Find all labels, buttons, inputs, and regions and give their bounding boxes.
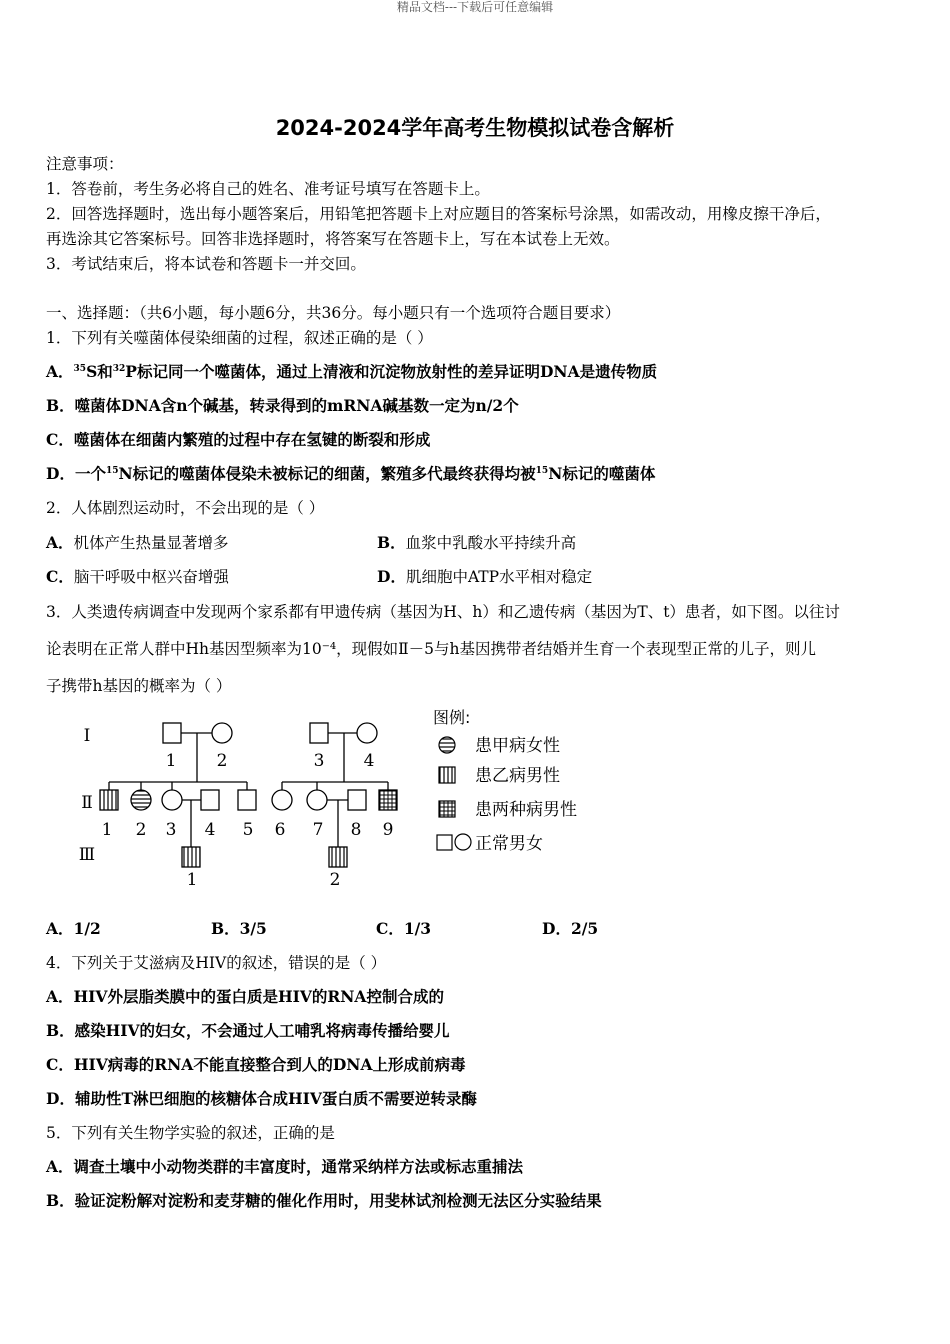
q4-stem: 4．下列关于艾滋病及HIV的叙述，错误的是（ ） (46, 954, 387, 972)
option-label: B． (377, 533, 406, 552)
q3-option-b (211, 917, 267, 939)
notice-item-1: 1．答卷前，考生务必将自己的姓名、准考证号填写在答题卡上。 (46, 180, 490, 198)
gen2-female-7 (307, 790, 327, 810)
legend-item: 正常男女 (475, 834, 543, 854)
notice-heading: 注意事项： (46, 155, 124, 173)
legend-symbol-normal-female (455, 834, 471, 850)
q2-option-b (377, 531, 576, 553)
legend-item: 患甲病女性 (475, 736, 560, 756)
q1-d-sup2: 15 (535, 466, 549, 476)
legend-symbol-b (439, 767, 455, 783)
gen2-num: 6 (274, 820, 286, 840)
q1-d-mid: N标记的噬菌体侵染未被标记的细菌，繁殖多代最终获得均被 (118, 464, 536, 483)
q1-d-end: N标记的噬菌体 (548, 464, 656, 483)
q4-option-c: C．HIV病毒的RNA不能直接整合到人的DNA上形成前病毒 (46, 1055, 466, 1074)
option-text: 1/2 (73, 919, 101, 938)
q2-option-a (46, 531, 229, 553)
q3-stem-line2: 论表明在正常人群中Hh基因型频率为10⁻⁴，现假如Ⅱ－5与h基因携带者结婚并生育一个表现型正常的儿子，则儿 (46, 640, 817, 658)
pedigree-legend (433, 708, 577, 854)
page-title: 2024-2024学年高考生物模拟试卷含解析 (275, 116, 675, 140)
notice-item-3: 3．考试结束后，将本试卷和答题卡一并交回。 (46, 255, 366, 273)
q3-stem-line1: 3．人类遗传病调查中发现两个家系都有甲遗传病（基因为H、h）和乙遗传病（基因为T、t）患者，如下图。以往讨 (46, 603, 840, 621)
q1-option-b: B．噬菌体DNA含n个碱基，转录得到的mRNA碱基数一定为n/2个 (46, 396, 519, 415)
q2-option-c (46, 565, 229, 587)
option-text: 肌细胞中ATP水平相对稳定 (405, 568, 593, 586)
q1-d-sup1: 15 (105, 466, 119, 476)
option-label: D． (542, 919, 571, 938)
option-text: 2/5 (570, 919, 599, 938)
gen2-num: 9 (382, 820, 394, 840)
gen1-male-1 (163, 723, 181, 743)
option-text: 血浆中乳酸水平持续升高 (405, 534, 577, 552)
gen-label-3: Ⅲ (78, 845, 96, 865)
legend-item: 患乙病男性 (475, 766, 560, 786)
option-text: 3/5 (239, 919, 267, 938)
q1-a-text: P标记同一个噬菌体，通过上清液和沉淀物放射性的差异证明DNA是遗传物质 (125, 362, 658, 381)
gen2-num: 7 (312, 820, 324, 840)
option-text: 机体产生热量显著增多 (73, 534, 229, 552)
q1-d-pre: D．一个 (46, 464, 106, 483)
q2-stem: 2．人体剧烈运动时，不会出现的是（ ） (46, 499, 325, 517)
q1-option-d (46, 462, 916, 484)
header-note: 精品文档---下载后可任意编辑 (396, 0, 554, 14)
gen2-num: 2 (135, 820, 147, 840)
legend-symbol-both (439, 801, 455, 817)
gen2-female-6 (272, 790, 292, 810)
gen1-num: 1 (165, 751, 177, 771)
section-heading: 一、选择题：（共6小题，每小题6分，共36分。每小题只有一个选项符合题目要求） (46, 304, 621, 322)
q1-stem: 1．下列有关噬菌体侵染细菌的过程，叙述正确的是（ ） (46, 329, 433, 347)
option-text: 1/3 (403, 919, 432, 938)
q2-option-d (377, 565, 592, 587)
gen2-male-1-affected-b (100, 790, 118, 810)
option-label: A． (46, 533, 74, 552)
gen1-num: 4 (363, 751, 375, 771)
legend-item: 患两种病男性 (475, 800, 577, 820)
gen2-female-2-affected-a (131, 790, 151, 810)
gen3-male-2-affected-b (329, 847, 347, 867)
gen2-female-3 (162, 790, 182, 810)
q1-option-c: C．噬菌体在细菌内繁殖的过程中存在氢键的断裂和形成 (46, 430, 431, 449)
q5-option-a: A．调查土壤中小动物类群的丰富度时，通常采纳样方法或标志重捕法 (46, 1157, 524, 1176)
option-label: C． (46, 567, 74, 586)
q3-stem-line3: 子携带h基因的概率为（ ） (46, 677, 232, 695)
gen3-num: 2 (329, 870, 341, 890)
q3-option-a (46, 917, 101, 939)
gen2-male-8 (348, 790, 366, 810)
option-label: C． (376, 919, 404, 938)
option-label: B． (211, 919, 240, 938)
q5-option-b: B．验证淀粉解对淀粉和麦芽糖的催化作用时，用斐林试剂检测无法区分实验结果 (46, 1191, 602, 1210)
q3-option-d (542, 917, 598, 939)
gen2-male-9-affected-both (379, 790, 397, 810)
q4-option-a: A．HIV外层脂类膜中的蛋白质是HIV的RNA控制合成的 (46, 987, 444, 1006)
legend-symbol-normal-male (437, 835, 452, 850)
gen2-male-5 (238, 790, 256, 810)
pedigree-figure (70, 705, 630, 895)
gen3-num: 1 (186, 870, 198, 890)
legend-symbol-a (439, 737, 455, 753)
q1-option-a (46, 360, 916, 382)
option-label: D． (377, 567, 406, 586)
pedigree-individuals (100, 723, 397, 867)
gen2-male-4 (201, 790, 219, 810)
q5-stem: 5．下列有关生物学实验的叙述，正确的是 (46, 1124, 335, 1142)
gen-label-2: Ⅱ (81, 793, 93, 813)
q1-a-mid: S和 (86, 362, 113, 381)
gen2-num: 3 (165, 820, 177, 840)
gen1-female-4 (357, 723, 377, 743)
gen1-num: 3 (313, 751, 325, 771)
q3-option-c (376, 917, 431, 939)
gen2-num: 5 (242, 820, 254, 840)
gen2-num: 1 (101, 820, 113, 840)
option-text: 脑干呼吸中枢兴奋增强 (73, 568, 229, 586)
gen-label-1: Ⅰ (83, 726, 91, 746)
gen2-num: 8 (350, 820, 362, 840)
q1-a-sup2: 32 (112, 364, 126, 374)
notice-item-2-cont: 再选涂其它答案标号。回答非选择题时，将答案写在答题卡上，写在本试卷上无效。 (46, 230, 620, 248)
q1-a-label: A． (46, 362, 74, 381)
notice-item-2: 2．回答选择题时，选出每小题答案后，用铅笔把答题卡上对应题目的答案标号涂黑，如需改动，用橡皮擦干净后， (46, 205, 831, 223)
gen1-num: 2 (216, 751, 228, 771)
q1-a-sup1: 35 (73, 364, 87, 374)
gen2-num: 4 (204, 820, 216, 840)
q4-option-d: D．辅助性T淋巴细胞的核糖体合成HIV蛋白质不需要逆转录酶 (46, 1089, 477, 1108)
option-label: A． (46, 919, 74, 938)
legend-title: 图例: (433, 708, 471, 727)
gen1-male-3 (310, 723, 328, 743)
gen1-female-2 (212, 723, 232, 743)
gen3-male-1-affected-b (182, 847, 200, 867)
q4-option-b: B．感染HIV的妇女，不会通过人工哺乳将病毒传播给婴儿 (46, 1021, 450, 1040)
